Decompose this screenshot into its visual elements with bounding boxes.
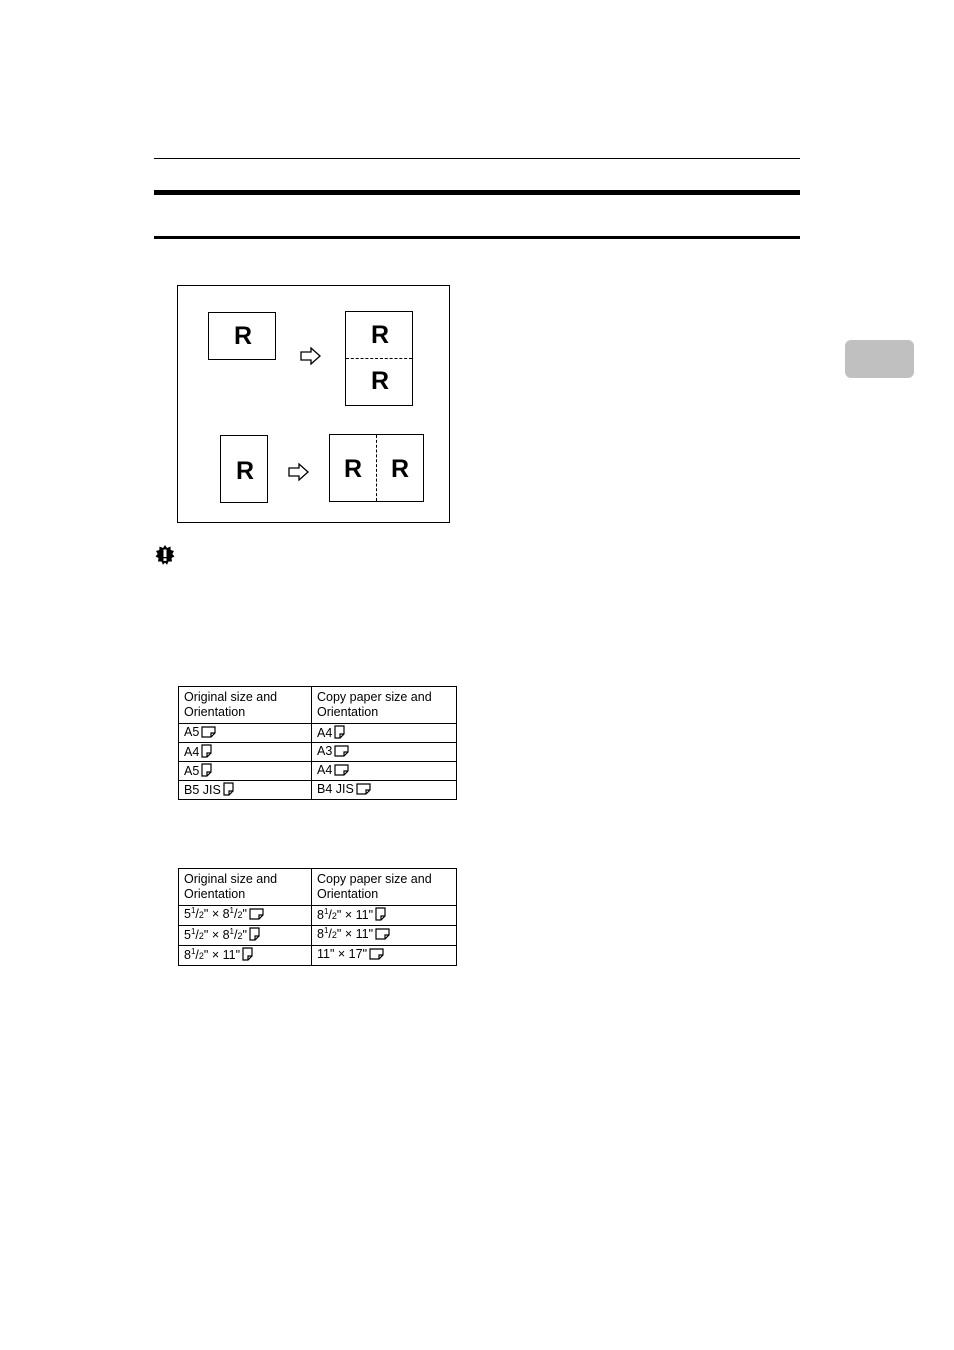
copy-portrait-sheet (345, 311, 413, 406)
portrait-orientation-icon (201, 763, 212, 777)
table-header-copy: Copy paper size and Orientation (312, 869, 457, 906)
right-arrow-icon (300, 347, 322, 365)
copy-size: $8^1/2$" × 11" (317, 907, 374, 922)
metric-size-table (178, 686, 457, 800)
letter-r: R (370, 367, 390, 395)
copy-size: A4 (317, 763, 333, 777)
original-size: $5^1/2$" × $8^1/2$" (184, 906, 247, 921)
copy-landscape-sheet (329, 434, 424, 502)
original-size: $8^1/2$" × 11" (184, 947, 241, 962)
original-size: A5 (184, 725, 200, 739)
copy-size: A4 (317, 726, 333, 740)
header-rule-thin (154, 158, 800, 159)
original-landscape-sheet (208, 312, 276, 360)
landscape-orientation-icon (334, 745, 349, 757)
table-header-copy: Copy paper size and Orientation (312, 687, 457, 724)
letter-r: R (233, 322, 253, 350)
table-row (179, 906, 457, 926)
letter-r: R (235, 457, 255, 485)
copy-size: A3 (317, 744, 333, 758)
chapter-tab (845, 340, 914, 378)
section-rule-bottom (154, 236, 800, 239)
copy-size: $8^1/2$" × 11" (317, 926, 374, 941)
table-header-original: Original size and Orientation (179, 869, 312, 906)
landscape-orientation-icon (375, 928, 390, 940)
important-icon (155, 545, 175, 565)
landscape-orientation-icon (369, 948, 384, 960)
right-arrow-icon (288, 463, 310, 481)
original-size: $5^1/2$" × $8^1/2$" (184, 927, 247, 942)
fold-line (376, 435, 377, 501)
portrait-orientation-icon (375, 907, 386, 921)
portrait-orientation-icon (334, 725, 345, 739)
copy-size: B4 JIS (317, 782, 354, 796)
inch-size-table (178, 868, 457, 966)
fold-line (346, 358, 412, 359)
letter-r: R (343, 455, 363, 483)
copy-size: 11" × 17" (317, 947, 367, 961)
series-copy-illustration (177, 285, 450, 523)
original-portrait-sheet (220, 435, 268, 503)
table-row (179, 762, 457, 781)
table-row (179, 743, 457, 762)
original-size: A4 (184, 745, 200, 759)
portrait-orientation-icon (223, 782, 234, 796)
landscape-orientation-icon (249, 908, 264, 920)
portrait-orientation-icon (249, 927, 260, 941)
original-size: A5 (184, 764, 200, 778)
portrait-orientation-icon (242, 947, 253, 961)
table-row (179, 781, 457, 800)
landscape-orientation-icon (356, 783, 371, 795)
letter-r: R (370, 321, 390, 349)
original-size: B5 JIS (184, 783, 221, 797)
section-rule-thick (154, 190, 800, 195)
table-row (179, 926, 457, 946)
portrait-orientation-icon (201, 744, 212, 758)
letter-r: R (390, 455, 410, 483)
table-header-original: Original size and Orientation (179, 687, 312, 724)
table-row (179, 724, 457, 743)
landscape-orientation-icon (201, 726, 216, 738)
landscape-orientation-icon (334, 764, 349, 776)
table-row (179, 946, 457, 966)
